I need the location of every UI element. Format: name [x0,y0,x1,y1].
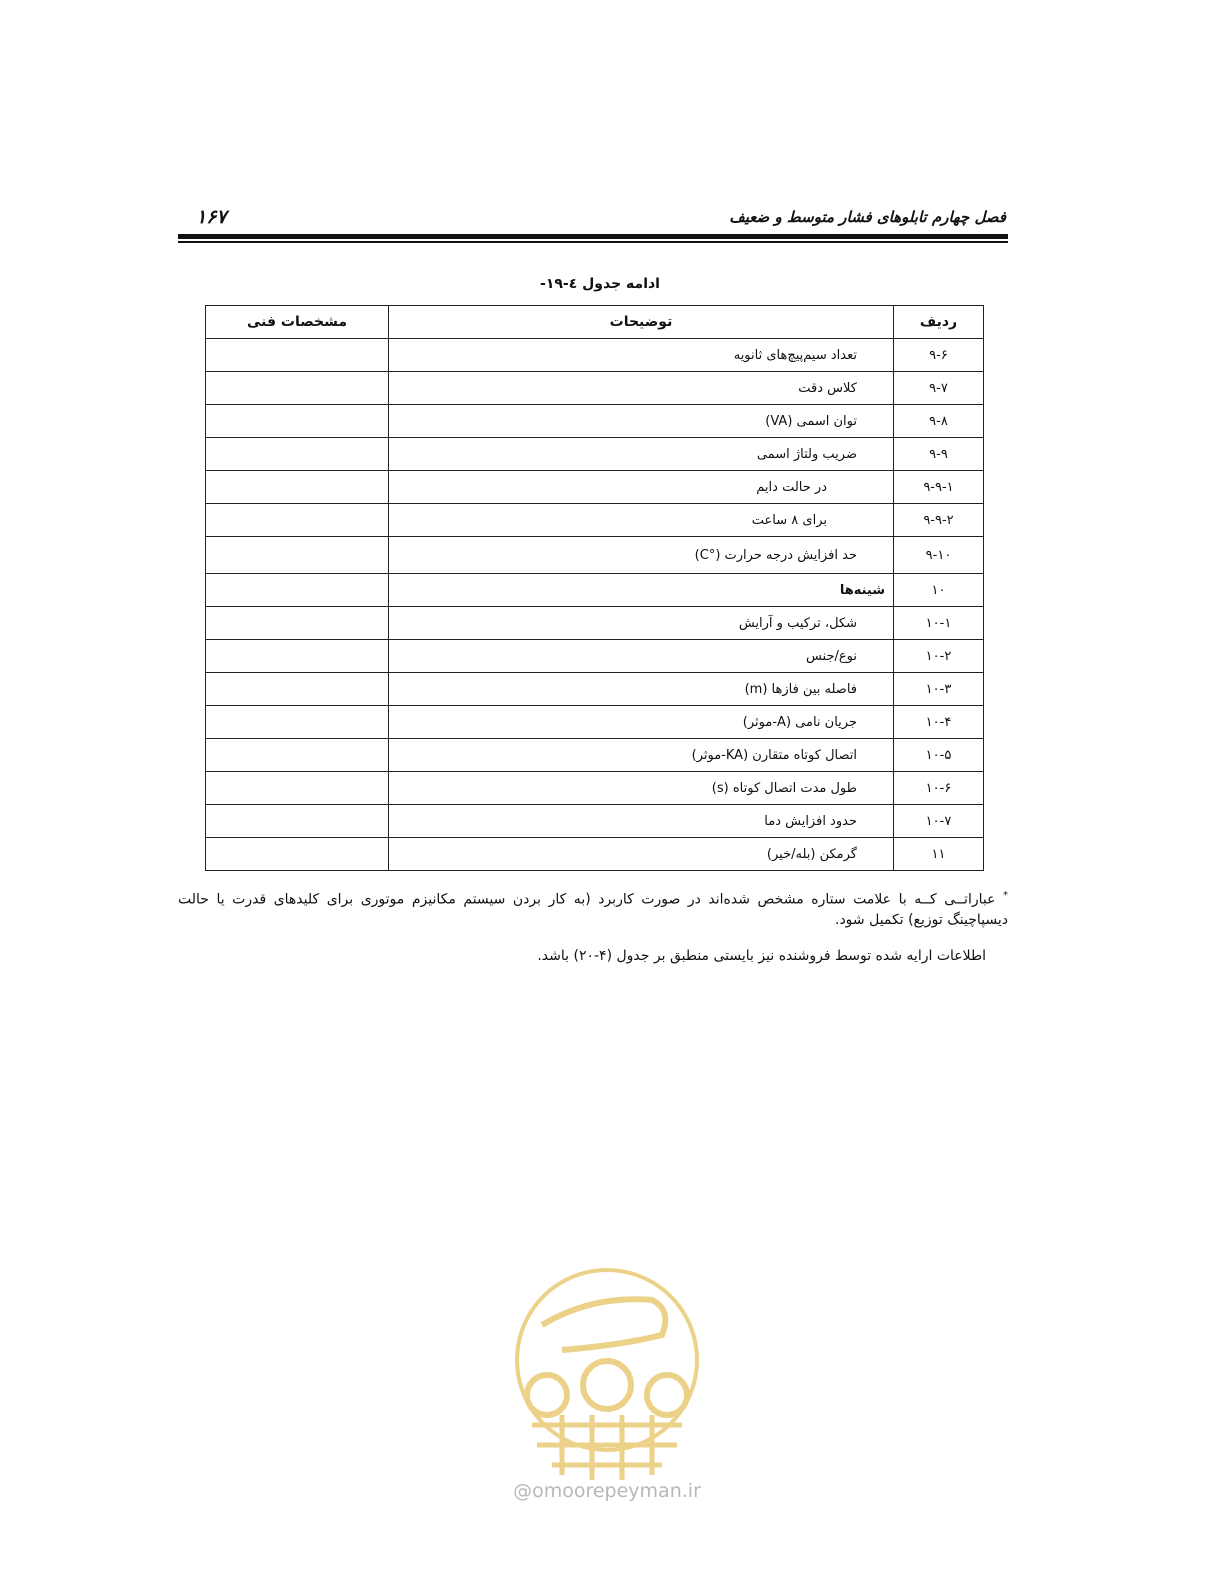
row-spec [206,339,389,372]
footnotes [178,886,1008,966]
row-description: فاصله بین فازها (m) [389,673,894,706]
table-row [206,772,984,805]
row-description: برای ۸ ساعت [389,504,894,537]
row-number: ۹-۹ [894,438,984,471]
spec-table [205,305,984,871]
table-row [206,739,984,772]
row-number: ۱۰-۲ [894,640,984,673]
row-description: اتصال کوتاه متقارن (KA-موثر) [389,739,894,772]
page-header [178,196,1008,242]
row-spec [206,838,389,871]
row-description: جریان نامی (A-موثر) [389,706,894,739]
row-number: ۱۰-۵ [894,739,984,772]
row-spec [206,706,389,739]
row-number: ۹-۱۰ [894,537,984,574]
row-spec [206,574,389,607]
table-row [206,405,984,438]
row-number: ۱۰-۶ [894,772,984,805]
chapter-title: فصل چهارم تابلوهای فشار متوسط و ضعیف [729,208,1006,226]
row-number: ۹-۶ [894,339,984,372]
table-row [206,372,984,405]
header-rule-thin [178,241,1008,243]
table-row [206,574,984,607]
row-spec [206,537,389,574]
row-spec [206,673,389,706]
row-description: گرمکن (بله/خیر) [389,838,894,871]
row-spec [206,504,389,537]
row-spec [206,372,389,405]
row-number: ۹-۷ [894,372,984,405]
row-number: ۹-۹-۱ [894,471,984,504]
row-description: شینه‌ها [389,574,894,607]
footnote-text: عباراتــی کــه با علامت ستاره مشخص شده‌اند در صورت کاربرد (به کار بردن سیستم مکانیزم موتوری برای کلیدهای قدرت یا حالت دیسپاچینگ توزیع) تکمیل شود. [178,891,1008,928]
header-rule [178,234,1008,239]
watermark-calligraphy [542,1299,665,1350]
row-spec [206,640,389,673]
row-number: ۹-۹-۲ [894,504,984,537]
row-description: ضریب ولتاژ اسمی [389,438,894,471]
table-row [206,838,984,871]
table-row [206,706,984,739]
row-spec [206,471,389,504]
row-number: ۱۰-۳ [894,673,984,706]
row-description: در حالت دایم [389,471,894,504]
header-row-number: ردیف [894,306,984,339]
vendor-note: اطلاعات ارایه شده توسط فروشنده نیز بایستی منطبق بر جدول (۴-۲۰) باشد. [537,947,986,964]
footnote-asterisk [178,886,1008,930]
gear-icon [647,1375,687,1415]
table-row [206,537,984,574]
table-row [206,607,984,640]
asterisk-mark: * [1003,890,1008,901]
table-row [206,438,984,471]
row-description: توان اسمی (VA) [389,405,894,438]
table-caption: ادامه جدول ٤-۱۹- [540,276,660,292]
row-spec [206,805,389,838]
header-specs: مشخصات فنی [206,306,389,339]
table-row [206,471,984,504]
table-row [206,339,984,372]
row-number: ۱۰-۷ [894,805,984,838]
table-row [206,504,984,537]
row-number: ۱۰-۱ [894,607,984,640]
row-description: طول مدت اتصال کوتاه (s) [389,772,894,805]
row-number: ۱۱ [894,838,984,871]
row-description: حد افزایش درجه حرارت (°C) [389,537,894,574]
row-description: شکل، ترکیب و آرایش [389,607,894,640]
row-spec [206,405,389,438]
page-number: ۱۶۷ [196,206,227,228]
gear-icon [583,1361,631,1409]
row-number: ۱۰ [894,574,984,607]
table-row [206,805,984,838]
table-header-row [206,306,984,339]
watermark-site: @omoorepeyman.ir [513,1480,701,1502]
row-description: کلاس دقت [389,372,894,405]
watermark-grid [532,1415,682,1480]
row-spec [206,607,389,640]
table-row [206,673,984,706]
row-description: حدود افزایش دما [389,805,894,838]
table-row [206,640,984,673]
gear-icon [527,1375,567,1415]
watermark-logo [502,1265,712,1485]
row-spec [206,739,389,772]
row-number: ۹-۸ [894,405,984,438]
row-spec [206,438,389,471]
header-description: توضیحات [389,306,894,339]
row-description: تعداد سیم‌پیچ‌های ثانویه [389,339,894,372]
row-description: نوع/جنس [389,640,894,673]
row-spec [206,772,389,805]
row-number: ۱۰-۴ [894,706,984,739]
